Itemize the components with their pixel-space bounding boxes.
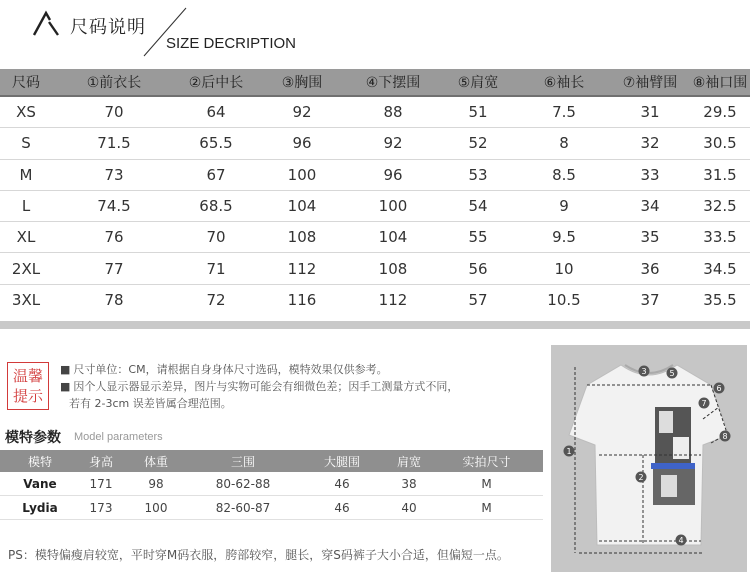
table-cell: M (481, 500, 492, 515)
table-cell: 30.5 (703, 134, 737, 153)
size-table (0, 69, 750, 316)
size-label: L (21, 197, 31, 216)
notice-badge-line: 温馨 (12, 367, 43, 385)
size-label: M (19, 165, 33, 184)
model-params-title: 模特参数 (5, 430, 61, 446)
table-cell: 9 (559, 197, 569, 216)
table-cell: 8 (559, 134, 569, 153)
table-cell: 36 (640, 259, 660, 278)
brand-logo-icon (32, 10, 64, 36)
table-cell: 104 (287, 197, 317, 216)
model-name: Lydia (22, 500, 58, 515)
table-cell: 71 (206, 259, 226, 278)
marker-7 (699, 398, 710, 409)
table-cell: 96 (383, 165, 403, 184)
table-cell: 92 (383, 134, 403, 153)
marker-label: 7 (701, 399, 707, 408)
table-row (0, 253, 750, 284)
table-cell: 72 (206, 291, 226, 310)
table-cell: 100 (144, 500, 168, 515)
marker-label: 4 (678, 536, 684, 545)
marker-6 (714, 383, 725, 394)
column-header: 身高 (88, 454, 113, 469)
model-name: Vane (23, 476, 57, 491)
table-cell: 71.5 (97, 134, 131, 153)
marker-1 (564, 446, 575, 457)
marker-label: 5 (669, 369, 675, 378)
table-cell: 53 (468, 165, 488, 184)
table-cell: 55 (468, 228, 488, 247)
table-cell: 100 (378, 197, 408, 216)
column-header: ④下摆围 (365, 75, 421, 91)
column-header: ③胸围 (281, 75, 323, 91)
table-cell: 37 (640, 291, 660, 310)
size-label: XL (16, 228, 36, 247)
table-cell: 46 (334, 476, 350, 491)
column-header: ①前衣长 (86, 75, 142, 91)
table-cell: 31 (640, 103, 660, 122)
marker-label: 1 (566, 447, 572, 456)
table-cell: 35.5 (703, 291, 737, 310)
table-cell: 70 (206, 228, 226, 247)
column-header: 三围 (230, 454, 255, 469)
table-cell: 8.5 (552, 165, 576, 184)
table-cell: 10.5 (547, 291, 581, 310)
table-row (0, 160, 750, 191)
model-table-header (0, 450, 543, 472)
table-row (0, 496, 543, 520)
table-cell: 108 (378, 259, 408, 278)
table-cell: 10 (554, 259, 574, 278)
table-cell: 33.5 (703, 228, 737, 247)
column-header: ⑤肩宽 (457, 75, 499, 91)
table-cell: 67 (206, 165, 226, 184)
table-cell: 173 (89, 500, 113, 515)
marker-8 (720, 431, 731, 442)
table-cell: 34.5 (703, 259, 737, 278)
notice-badge-line: 提示 (12, 387, 43, 405)
table-cell: 65.5 (199, 134, 233, 153)
column-header: 大腿围 (323, 454, 360, 469)
column-header: ⑥袖长 (543, 75, 585, 91)
column-header: 肩宽 (396, 454, 421, 469)
column-header: ⑧袖口围 (692, 75, 748, 91)
notice-line: 若有 2-3cm 误差皆属合理范围。 (69, 397, 232, 410)
table-row (0, 222, 750, 253)
bullet-icon: ■ (60, 380, 71, 393)
size-label: XS (16, 103, 36, 122)
table-cell: 68.5 (199, 197, 233, 216)
table-cell: 52 (468, 134, 488, 153)
marker-3 (639, 366, 650, 377)
model-table (0, 450, 543, 520)
table-row (0, 191, 750, 222)
table-cell: 76 (104, 228, 124, 247)
garment-photo (551, 345, 747, 572)
bullet-icon: ■ (60, 363, 71, 376)
table-cell: 73 (104, 165, 124, 184)
table-cell: 96 (292, 134, 312, 153)
marker-label: 6 (716, 384, 722, 393)
table-cell: 38 (401, 476, 417, 491)
column-header: 体重 (143, 454, 168, 469)
marker-4 (676, 535, 687, 546)
marker-label: 3 (641, 367, 647, 376)
table-cell: 100 (287, 165, 317, 184)
table-cell: 80-62-88 (215, 476, 271, 491)
size-label: S (21, 134, 31, 153)
print-detail (661, 475, 677, 497)
notice-text (60, 361, 458, 412)
notice-badge (7, 362, 49, 410)
table-cell: 57 (468, 291, 488, 310)
print-stripe (651, 463, 695, 469)
marker-label: 8 (722, 432, 728, 441)
table-cell: 34 (640, 197, 660, 216)
table-cell: 78 (104, 291, 124, 310)
column-header: ②后中长 (188, 75, 244, 91)
table-row (0, 97, 750, 128)
table-cell: 171 (89, 476, 113, 491)
table-cell: 46 (334, 500, 350, 515)
notice-line: 尺寸单位：CM，请根据自身身体尺寸选码，模特效果仅供参考。 (73, 363, 388, 376)
table-cell: 116 (287, 291, 317, 310)
table-cell: 70 (104, 103, 124, 122)
table-cell: 32 (640, 134, 660, 153)
table-cell: 33 (640, 165, 660, 184)
print-detail (673, 437, 689, 459)
table-cell: 108 (287, 228, 317, 247)
marker-label: 2 (638, 473, 644, 482)
table-cell: 9.5 (552, 228, 576, 247)
table-bottom-bar (0, 321, 750, 329)
table-cell: 64 (206, 103, 226, 122)
table-row (0, 285, 750, 316)
table-cell: 54 (468, 197, 488, 216)
table-cell: 74.5 (97, 197, 131, 216)
table-cell: 51 (468, 103, 488, 122)
column-header: 模特 (27, 454, 52, 469)
table-cell: 40 (401, 500, 417, 515)
table-cell: 32.5 (703, 197, 737, 216)
ps-note: PS：模特偏瘦肩较宽，平时穿M码衣服，胯部较窄，腿长，穿S码裤子大小合适，但偏短一点。 (8, 548, 509, 562)
table-cell: 35 (640, 228, 660, 247)
table-cell: 88 (383, 103, 403, 122)
marker-5 (667, 368, 678, 379)
table-cell: 92 (292, 103, 312, 122)
table-cell: 104 (378, 228, 408, 247)
table-cell: 82-60-87 (215, 500, 271, 515)
table-cell: 112 (378, 291, 408, 310)
table-cell: 98 (148, 476, 164, 491)
notice-line: 因个人显示器显示差异，图片与实物可能会有细微色差；因手工测量方式不同， (73, 380, 459, 393)
column-header: 实拍尺寸 (462, 454, 511, 469)
table-cell: 31.5 (703, 165, 737, 184)
table-cell: 56 (468, 259, 488, 278)
page-title-cn: 尺码说明 (70, 17, 146, 38)
model-params-subtitle: Model parameters (74, 431, 163, 443)
table-cell: 112 (287, 259, 317, 278)
table-cell: 77 (104, 259, 124, 278)
table-row (0, 472, 543, 496)
column-header: 尺码 (12, 75, 40, 91)
page-title-en: SIZE DECRIPTION (166, 35, 297, 52)
table-cell: 29.5 (703, 103, 737, 122)
size-label: 2XL (11, 259, 41, 278)
size-label: 3XL (11, 291, 41, 310)
column-header: ⑦袖臂围 (622, 75, 678, 91)
print-detail (659, 411, 673, 433)
table-row (0, 128, 750, 159)
table-cell: M (481, 476, 492, 491)
marker-2 (636, 472, 647, 483)
table-cell: 7.5 (552, 103, 576, 122)
size-table-header (0, 69, 750, 97)
